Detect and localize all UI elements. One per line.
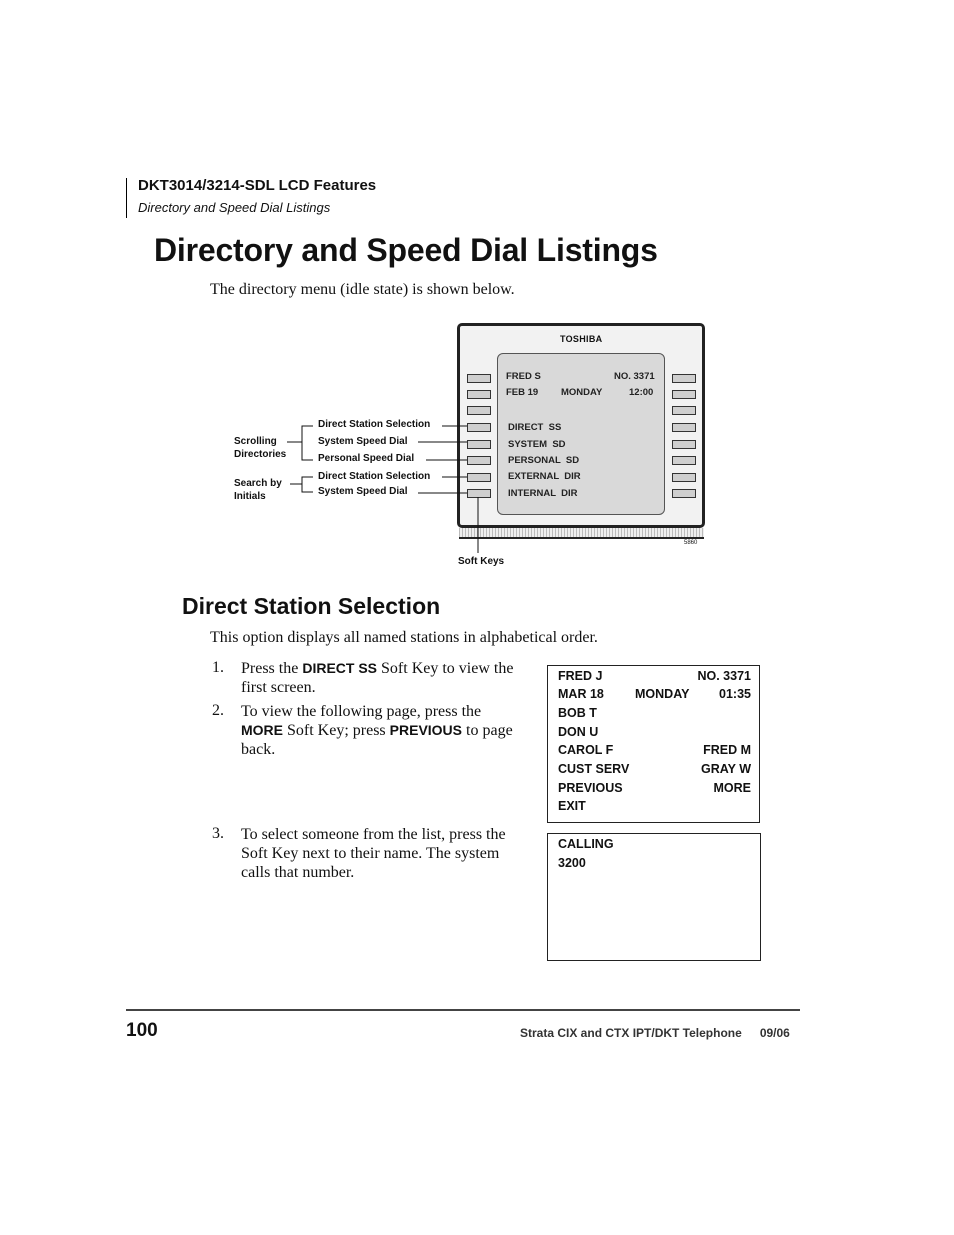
section-intro: This option displays all named stations in alphabetical order.	[210, 629, 598, 646]
lcd-screen-directory	[547, 665, 760, 823]
step-2: To view the following page, press the MORE Soft Key; press PREVIOUS to page back.	[241, 703, 513, 758]
brand-logo: TOSHIBA	[560, 334, 603, 344]
more-softkey-label: MORE	[713, 781, 751, 795]
group-label-search: Search by Initials	[234, 478, 282, 502]
lcd-menu-item: INTERNAL DIR	[508, 488, 578, 499]
running-header-title: DKT3014/3214-SDL LCD Features	[138, 177, 377, 194]
screen-name: FRED J	[558, 669, 603, 683]
callout-label: Personal Speed Dial	[318, 453, 415, 464]
directory-entry: DON U	[558, 725, 599, 739]
key-more: MORE	[241, 722, 283, 738]
lcd-date: FEB 19	[506, 387, 539, 398]
step-1: Press the DIRECT SS Soft Key to view the first screen.	[241, 660, 514, 696]
group-label-scrolling: Scrolling Directories	[234, 436, 287, 460]
lcd-name: FRED S	[506, 371, 541, 382]
directory-entry: CUST SERV	[558, 762, 630, 776]
screen-day: MONDAY	[635, 687, 690, 701]
screen-time: 01:35	[719, 687, 751, 701]
step-number: 2.	[212, 702, 224, 719]
calling-number: 3200	[558, 856, 586, 870]
footer-doc-title: Strata CIX and CTX IPT/DKT Telephone	[520, 1026, 742, 1040]
lcd-menu-item: PERSONAL SD	[508, 455, 580, 466]
calling-label: CALLING	[558, 837, 614, 851]
callout-lines	[0, 0, 954, 600]
lcd-number: NO. 3371	[614, 371, 655, 382]
previous-softkey-label: PREVIOUS	[558, 781, 623, 795]
screen-number: NO. 3371	[697, 669, 751, 683]
step-number: 1.	[212, 659, 224, 676]
page-number: 100	[126, 1020, 158, 1041]
figure-number: 5860	[684, 540, 698, 546]
footer-rule	[126, 1009, 800, 1011]
lcd-screen-calling	[547, 833, 761, 961]
footer-doc-info	[520, 1026, 790, 1040]
soft-keys-label: Soft Keys	[458, 556, 505, 567]
callout-label: Direct Station Selection	[318, 471, 431, 482]
callout-label: Direct Station Selection	[318, 419, 431, 430]
lcd-time: 12:00	[629, 387, 654, 398]
exit-softkey-label: EXIT	[558, 799, 586, 813]
directory-entry: CAROL F	[558, 743, 614, 757]
directory-entry: FRED M	[703, 743, 751, 757]
callout-label: System Speed Dial	[318, 436, 408, 447]
directory-entry: GRAY W	[700, 762, 751, 776]
lcd-menu-item: DIRECT SS	[508, 422, 562, 433]
directory-entry: BOB T	[558, 706, 597, 720]
footer-date: 09/06	[759, 1026, 790, 1040]
screen-date: MAR 18	[558, 687, 604, 701]
callout-label: System Speed Dial	[318, 486, 408, 497]
section-title: Direct Station Selection	[182, 593, 441, 619]
lcd-day: MONDAY	[561, 387, 603, 398]
lcd-menu-item: SYSTEM SD	[508, 439, 566, 450]
key-previous: PREVIOUS	[389, 722, 463, 738]
step-3: To select someone from the list, press the Soft Key next to their name. The system calls that number.	[241, 826, 506, 881]
key-direct-ss: DIRECT SS	[302, 660, 378, 676]
running-header-subtitle: Directory and Speed Dial Listings	[138, 200, 331, 215]
lcd-menu-item: EXTERNAL DIR	[508, 471, 581, 482]
intro-text: The directory menu (idle state) is shown below.	[210, 281, 515, 298]
page-title: Directory and Speed Dial Listings	[154, 232, 658, 268]
step-number: 3.	[212, 825, 224, 842]
